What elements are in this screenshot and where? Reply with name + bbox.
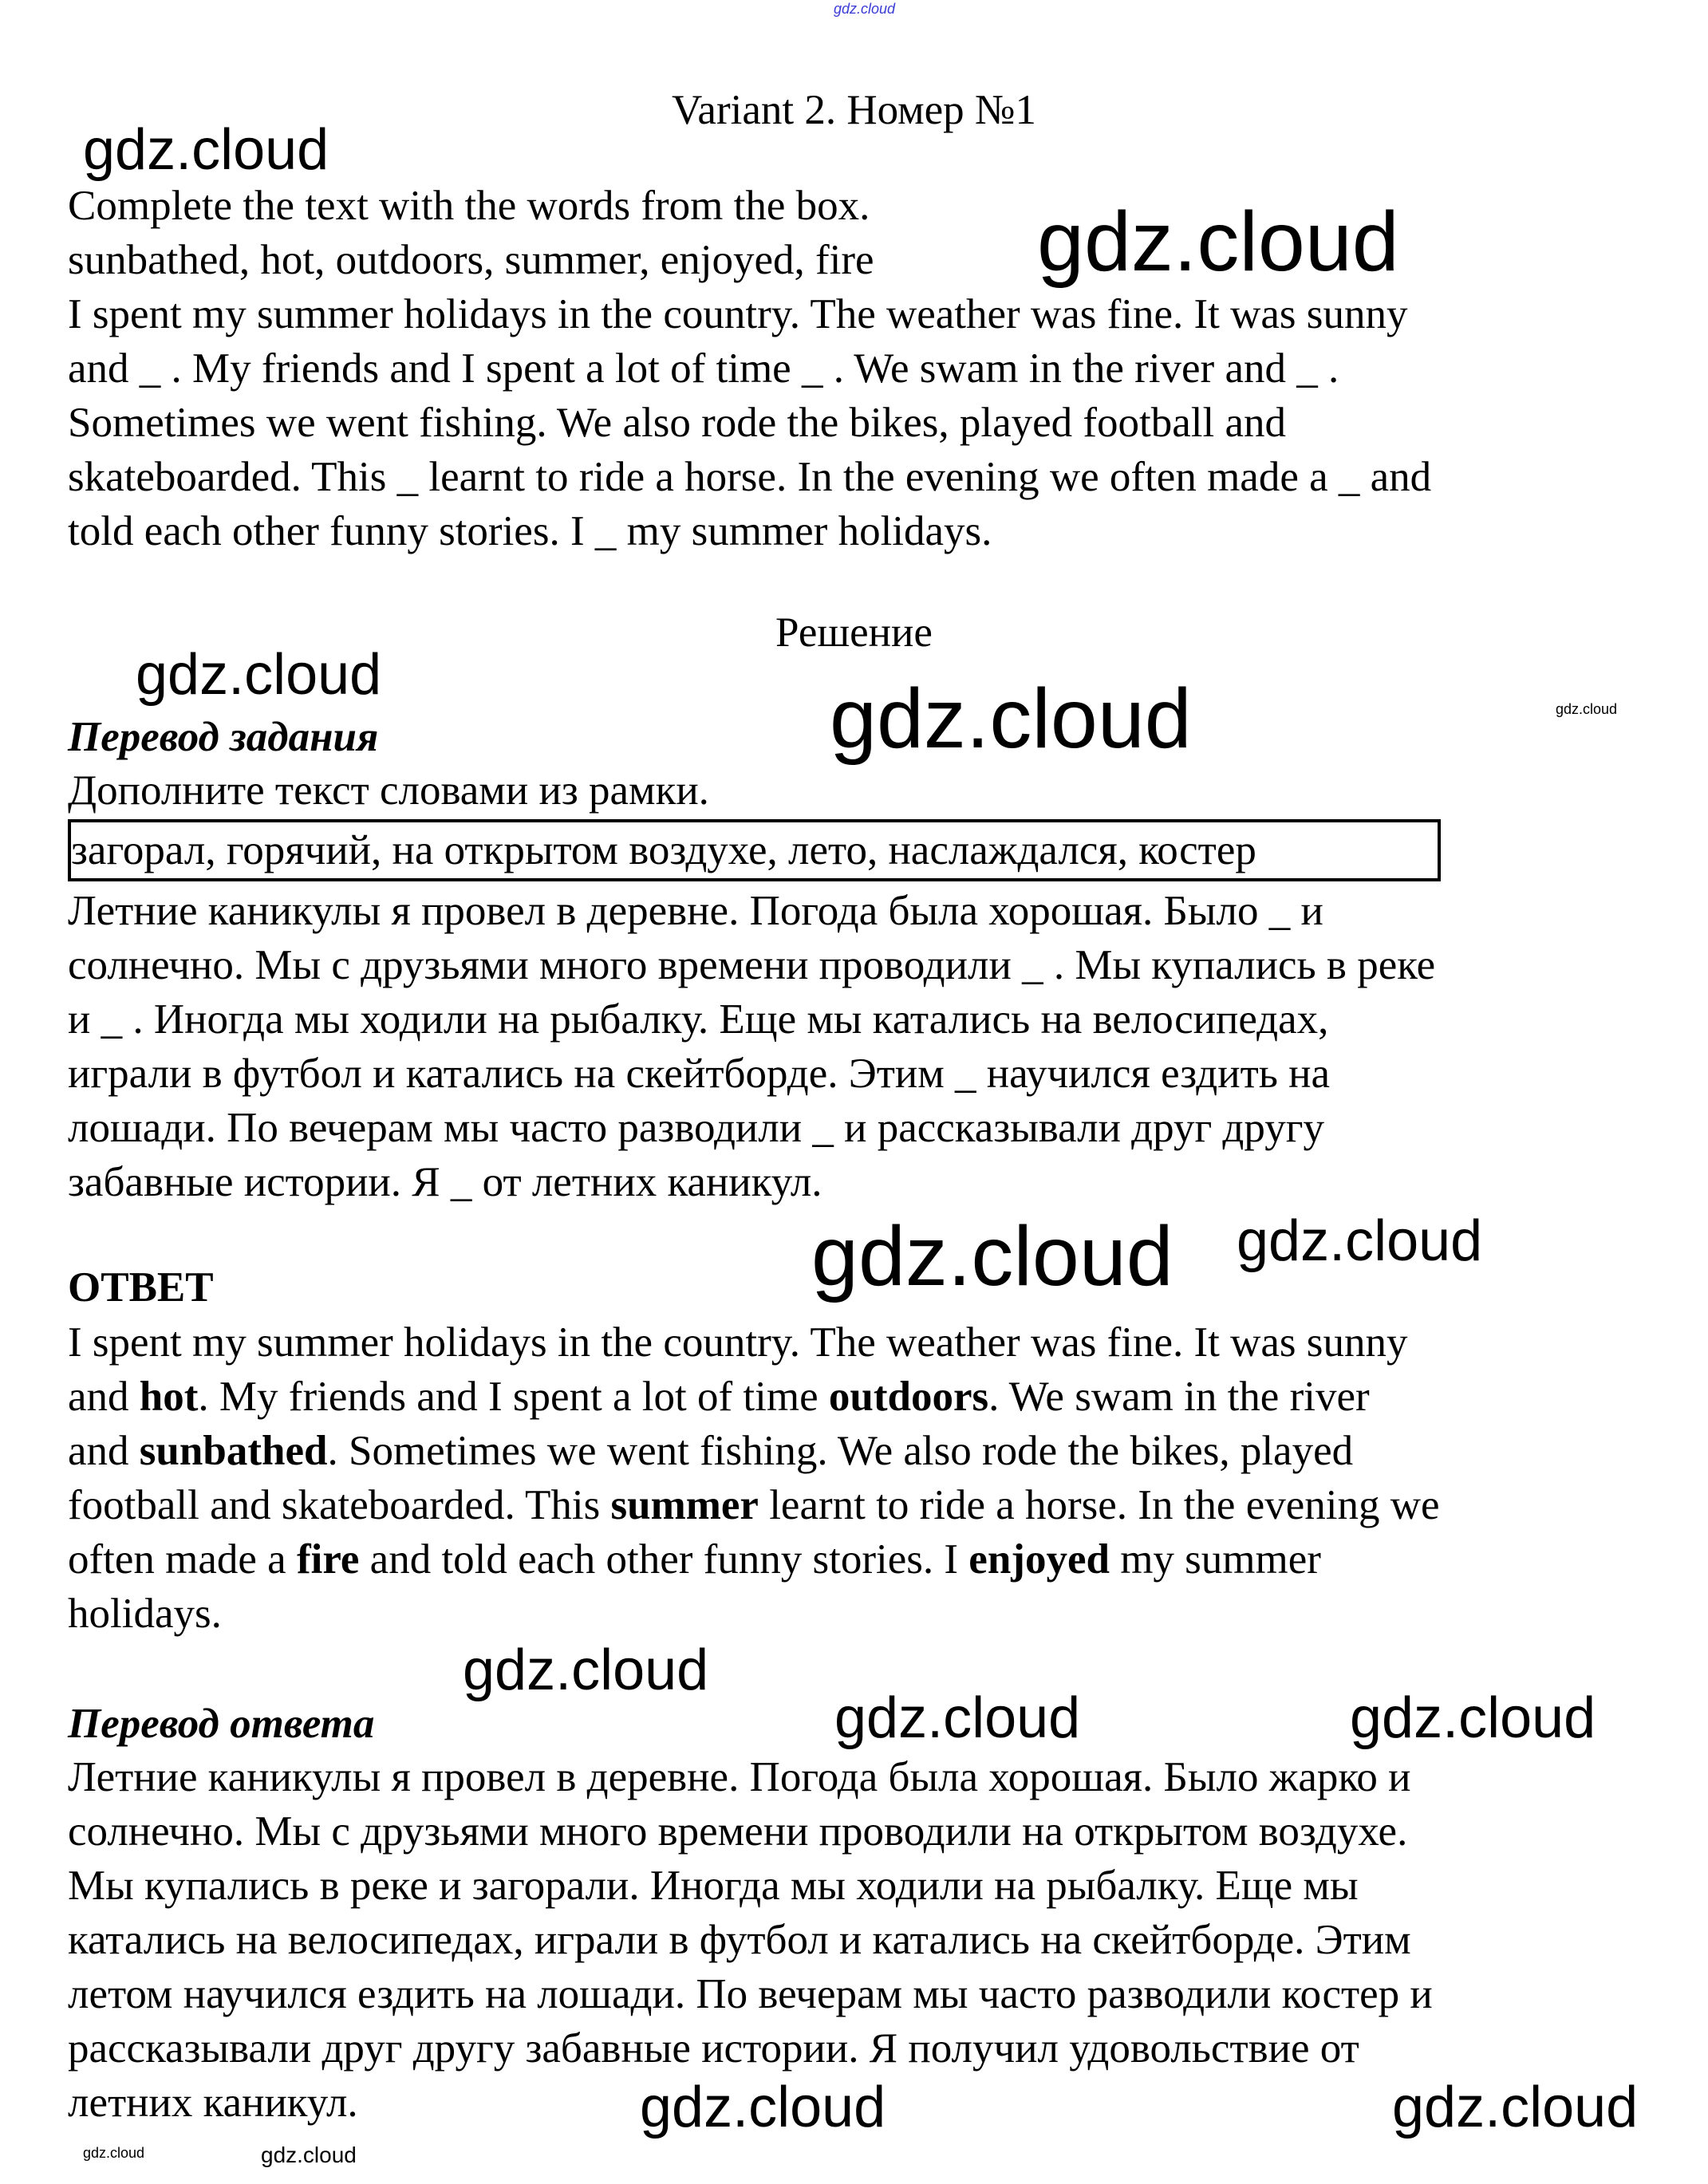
watermark: gdz.cloud	[1237, 1209, 1483, 1273]
watermark: gdz.cloud	[1556, 701, 1618, 717]
task-text	[68, 287, 1431, 558]
answer-word: outdoors	[828, 1374, 989, 1420]
text-segment: . My friends and I spent a lot of time	[198, 1374, 829, 1420]
task-translation-heading: Перевод задания	[68, 714, 379, 760]
text-line: Sometimes we went fishing. We also rode the bikes, played football and	[68, 400, 1287, 446]
text-line	[68, 1315, 1440, 1370]
answer-word: hot	[139, 1374, 199, 1420]
watermark: gdz.cloud	[83, 118, 329, 182]
text-line	[68, 1424, 1440, 1478]
answer-heading: ОТВЕТ	[68, 1264, 214, 1311]
text-segment: . We swam in the river	[988, 1374, 1370, 1420]
text-line: Летние каникулы я провел в деревне. Погода была хорошая. Было _ и	[68, 888, 1323, 934]
task-words: sunbathed, hot, outdoors, summer, enjoyed, fire	[68, 237, 874, 283]
text-segment: football and skateboarded. This	[68, 1482, 611, 1528]
text-line	[68, 1532, 1440, 1587]
watermark: gdz.cloud	[463, 1638, 709, 1702]
task-translation-text	[68, 884, 1435, 1209]
watermark: gdz.cloud	[811, 1209, 1174, 1303]
text-line: и _ . Иногда мы ходили на рыбалку. Еще мы катались на велосипедах,	[68, 996, 1329, 1043]
text-segment: and	[68, 1374, 140, 1420]
task-translation-instruction: Дополните текст словами из рамки.	[68, 767, 709, 814]
answer-translation-heading: Перевод ответа	[68, 1701, 375, 1747]
answer-word: summer	[610, 1482, 759, 1528]
answer-word: fire	[296, 1536, 360, 1583]
text-segment: learnt to ride a horse. In the evening we	[758, 1482, 1440, 1528]
page-title: Variant 2. Номер №1	[672, 87, 1036, 133]
text-segment: and told each other funny stories. I	[359, 1536, 969, 1583]
text-line	[68, 1478, 1440, 1532]
watermark: gdz.cloud	[1350, 1686, 1596, 1750]
word-box: загорал, горячий, на открытом воздухе, лето, наслаждался, костер	[68, 819, 1441, 881]
text-line: I spent my summer holidays in the country. The weather was fine. It was sunny	[68, 291, 1408, 337]
text-line: летом научился ездить на лошади. По вечерам мы часто разводили костер и	[68, 1971, 1433, 2017]
watermark: gdz.cloud	[640, 2076, 886, 2139]
watermark: gdz.cloud	[1037, 195, 1399, 289]
text-line: катались на велосипедах, играли в футбол и катались на скейтборде. Этим	[68, 1917, 1411, 1963]
text-segment: my summer	[1109, 1536, 1321, 1583]
text-line: лошади. По вечерам мы часто разводили _ и рассказывали друг другу	[68, 1105, 1324, 1151]
text-line: Летние каникулы я провел в деревне. Погода была хорошая. Было жарко и	[68, 1754, 1411, 1800]
watermark: gdz.cloud	[834, 1686, 1081, 1750]
answer-translation-text	[68, 1750, 1433, 2130]
solution-heading: Решение	[775, 609, 933, 656]
watermark: gdz.cloud	[830, 672, 1192, 766]
text-segment: often made a	[68, 1536, 297, 1583]
text-line: Мы купались в реке и загорали. Иногда мы ходили на рыбалку. Еще мы	[68, 1863, 1359, 1909]
answer-text	[68, 1315, 1440, 1641]
text-line	[68, 1587, 1440, 1641]
text-line: играли в футбол и катались на скейтборде. Этим _ научился ездить на	[68, 1051, 1331, 1097]
text-line: skateboarded. This _ learnt to ride a horse. In the evening we often made a _ and	[68, 454, 1432, 500]
watermark: gdz.cloud	[83, 2145, 145, 2161]
watermark: gdz.cloud	[136, 643, 382, 707]
answer-word: sunbathed	[139, 1428, 328, 1474]
text-line: забавные истории. Я _ от летних каникул.	[68, 1159, 822, 1205]
watermark: gdz.cloud	[834, 1, 896, 17]
text-segment: I spent my summer holidays in the country. The weather was fine. It was sunny	[68, 1319, 1408, 1366]
text-line	[68, 1370, 1440, 1424]
text-line: летних каникул.	[68, 2080, 358, 2126]
text-line: told each other funny stories. I _ my summer holidays.	[68, 508, 992, 554]
text-segment: . Sometimes we went fishing. We also rode the bikes, played	[327, 1428, 1354, 1474]
text-segment: holidays.	[68, 1591, 222, 1637]
text-line: солнечно. Мы с друзьями много времени проводили _ . Мы купались в реке	[68, 942, 1436, 988]
text-line: солнечно. Мы с друзьями много времени проводили на открытом воздухе.	[68, 1808, 1408, 1855]
task-instruction: Complete the text with the words from the box.	[68, 183, 870, 229]
text-line: рассказывали друг другу забавные истории. Я получил удовольствие от	[68, 2025, 1359, 2072]
watermark: gdz.cloud	[1392, 2076, 1639, 2139]
text-segment: and	[68, 1428, 140, 1474]
watermark: gdz.cloud	[261, 2143, 357, 2167]
answer-word: enjoyed	[968, 1536, 1110, 1583]
text-line: and _ . My friends and I spent a lot of time _ . We swam in the river and _ .	[68, 345, 1339, 392]
